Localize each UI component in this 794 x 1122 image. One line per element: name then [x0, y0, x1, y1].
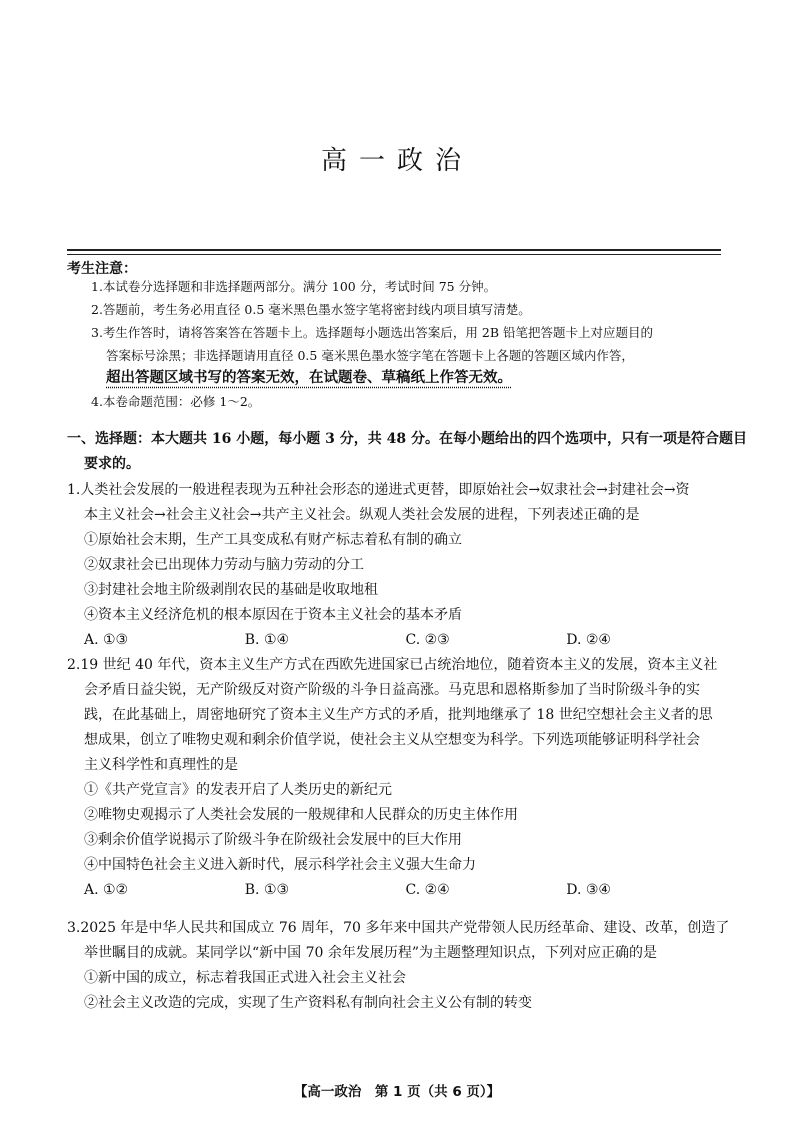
- question-stem: 主义科学性和真理性的是: [84, 757, 238, 773]
- section-line: 一、选择题：本大题共 16 小题，每小题 3 分，共 48 分。在每小题给出的四个选项中，只有一项是符合题目: [67, 431, 747, 447]
- option-b: B. ①③: [244, 882, 290, 898]
- question-3: [67, 916, 730, 1016]
- question-item: ④资本主义经济危机的根本原因在于资本主义社会的基本矛盾: [84, 607, 462, 623]
- notice-list: [91, 275, 731, 413]
- notice-emphasis: 超出答题区域书写的答案无效，在试题卷、草稿纸上作答无效。: [106, 370, 512, 386]
- option-a: A. ①②: [84, 882, 129, 898]
- question-item: ②奴隶社会已出现体力劳动与脑力劳动的分工: [84, 557, 364, 573]
- notice-item: 1.本试卷分选择题和非选择题两部分。满分 100 分，考试时间 75 分钟。: [91, 279, 497, 294]
- page-footer: 【高一政治 第 1 页（共 6 页）】: [293, 1084, 501, 1100]
- question-stem: 践，在此基础上，周密地研究了资本主义生产方式的矛盾，批判地继承了 18 世纪空想社会主义者的思: [84, 707, 713, 723]
- option-c: C. ②③: [405, 632, 450, 648]
- notice-item: 4.本卷命题范围：必修 1～2。: [91, 394, 261, 409]
- option-c: C. ②④: [405, 882, 450, 898]
- question-item: ①新中国的成立，标志着我国正式进入社会主义社会: [84, 970, 406, 986]
- question-item: ③封建社会地主阶级剥削农民的基础是收取地租: [84, 582, 378, 598]
- question-item: ①《共产党宣言》的发表开启了人类历史的新纪元: [84, 782, 392, 798]
- section-line: 要求的。: [84, 456, 140, 472]
- notice-item: 3.考生作答时，请将答案答在答题卡上。选择题每小题选出答案后，用 2B 铅笔把答题卡上对应题目的: [91, 325, 654, 340]
- option-a: A. ①③: [84, 632, 129, 648]
- question-item: ④中国特色社会主义进入新时代，展示科学社会主义强大生命力: [84, 857, 476, 873]
- page-title: 高一政治: [320, 146, 473, 176]
- answer-options: [67, 628, 727, 653]
- question-stem: 本主义社会→社会主义社会→共产主义社会。纵观人类社会发展的进程，下列表述正确的是: [84, 507, 640, 523]
- top-rule-thick: [67, 249, 721, 251]
- option-d: D. ②④: [566, 632, 611, 648]
- question-stem: 1.人类社会发展的一般进程表现为五种社会形态的递进式更替，即原始社会→奴隶社会→封建社会→资: [67, 482, 690, 498]
- notice-heading: 考生注意：: [67, 261, 137, 277]
- question-2: [67, 653, 727, 903]
- answer-options: [67, 878, 727, 903]
- question-stem: 举世瞩目的成就。某同学以“新中国 70 余年发展历程”为主题整理知识点，下列对应正确的是: [84, 945, 658, 961]
- notice-item: 答案标号涂黑；非选择题请用直径 0.5 毫米黑色墨水签字笔在答题卡上各题的答题区域内作答，: [106, 348, 634, 363]
- question-item: ③剩余价值学说揭示了阶级斗争在阶级社会发展中的巨大作用: [84, 832, 462, 848]
- question-item: ②社会主义改造的完成，实现了生产资料私有制向社会主义公有制的转变: [84, 995, 532, 1011]
- question-stem: 3.2025 年是中华人民共和国成立 76 周年，70 多年来中国共产党带领人民历经革命、建设、改革，创造了: [67, 920, 730, 936]
- top-rule-thin: [67, 254, 721, 255]
- question-item: ②唯物史观揭示了人类社会发展的一般规律和人民群众的历史主体作用: [84, 807, 518, 823]
- question-stem: 想成果，创立了唯物史观和剩余价值学说，使社会主义从空想变为科学。下列选项能够证明科学社会: [84, 732, 700, 748]
- section-heading: [67, 427, 747, 477]
- question-item: ①原始社会末期，生产工具变成私有财产标志着私有制的确立: [84, 532, 462, 548]
- question-stem: 会矛盾日益尖锐，无产阶级反对资产阶级的斗争日益高涨。马克思和恩格斯参加了当时阶级斗争的实: [84, 682, 700, 698]
- question-stem: 2.19 世纪 40 年代，资本主义生产方式在西欧先进国家已占统治地位，随着资本主义的发展，资本主义社: [67, 657, 718, 673]
- question-1: [67, 478, 727, 653]
- notice-item: 2.答题前，考生务必用直径 0.5 毫米黑色墨水签字笔将密封线内项目填写清楚。: [91, 302, 531, 317]
- option-b: B. ①④: [244, 632, 290, 648]
- option-d: D. ③④: [566, 882, 611, 898]
